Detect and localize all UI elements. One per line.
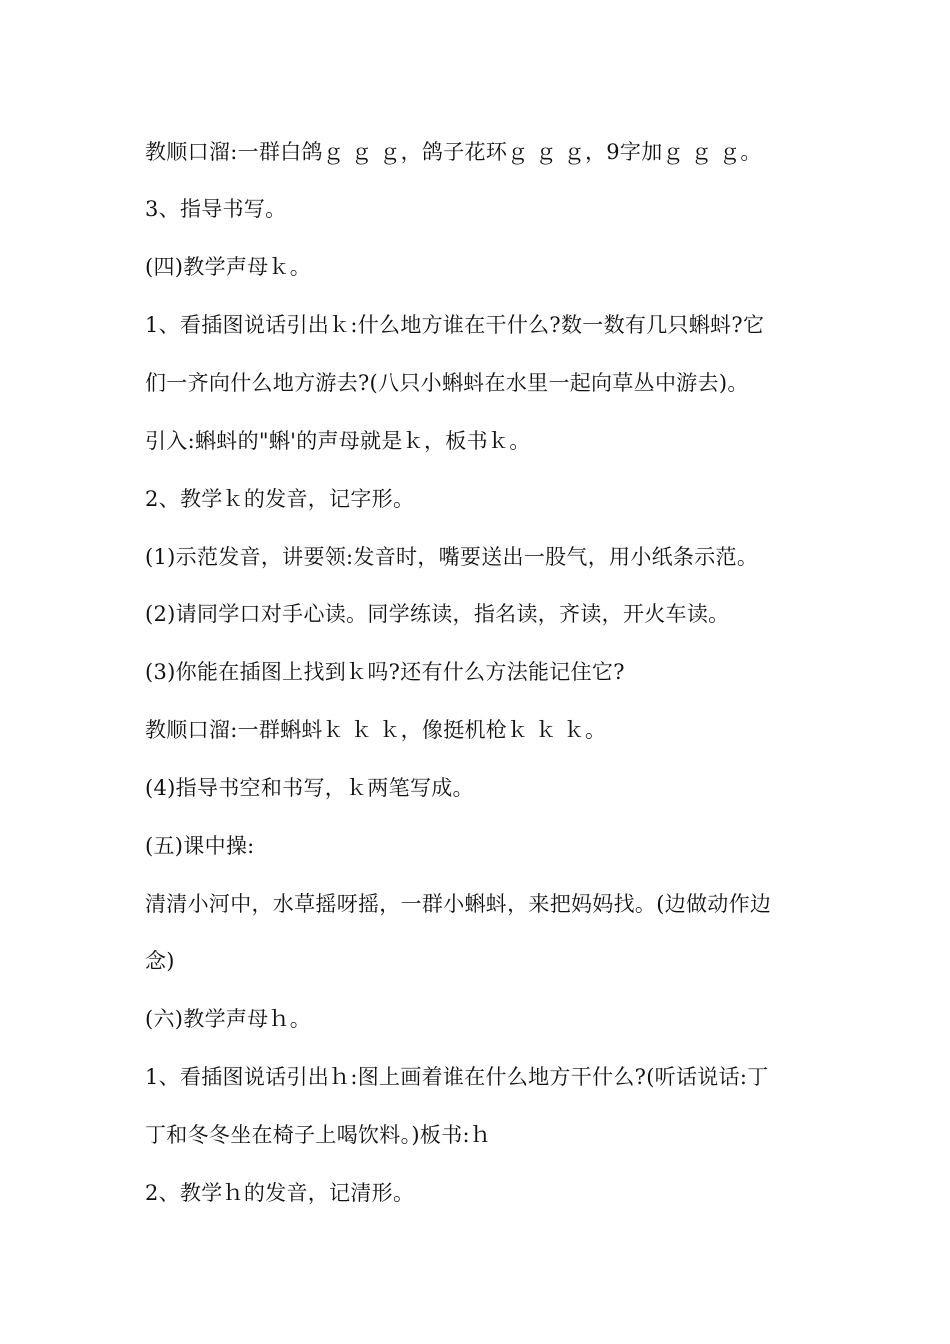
text-line: (4)指导书空和书写，ｋ两笔写成。	[145, 776, 474, 800]
text-line: (3)你能在插图上找到ｋ吗?还有什么方法能记住它?	[145, 660, 625, 684]
text-line: 丁和冬冬坐在椅子上喝饮料。)板书:ｈ	[145, 1123, 492, 1147]
section-heading: (六)教学声母ｈ。	[145, 1007, 312, 1031]
text-line: 教顺口溜:一群白鸽ｇ ｇ ｇ，鸽子花环ｇ ｇ ｇ，9字加ｇ ｇ ｇ。	[145, 140, 762, 164]
text-line: 2、教学ｋ的发音，记字形。	[145, 487, 415, 511]
text-line: 1、看插图说话引出ｋ:什么地方谁在干什么?数一数有几只蝌蚪?它	[145, 313, 765, 337]
section-heading: (五)课中操:	[145, 834, 255, 858]
text-line: 清清小河中，水草摇呀摇，一群小蝌蚪，来把妈妈找。(边做动作边	[145, 892, 772, 916]
text-line: 3、指导书写。	[145, 197, 287, 221]
text-line: 引入:蝌蚪的"蝌'的声母就是ｋ，板书ｋ。	[145, 429, 531, 453]
text-line: 们一齐向什么地方游去?(八只小蝌蚪在水里一起向草丛中游去)。	[145, 371, 749, 395]
text-line: (2)请同学口对手心读。同学练读，指名读，齐读，开火车读。	[145, 602, 730, 626]
text-line: 教顺口溜:一群蝌蚪ｋ ｋ ｋ，像挺机枪ｋ ｋ ｋ。	[145, 718, 607, 742]
section-heading: (四)教学声母ｋ。	[145, 255, 312, 279]
text-line: 1、看插图说话引出ｈ:图上画着谁在什么地方干什么?(听话说话:丁	[145, 1065, 769, 1089]
text-line: 念)	[145, 949, 175, 973]
text-line: 2、教学ｈ的发音，记清形。	[145, 1181, 415, 1205]
text-line: (1)示范发音，讲要领:发音时，嘴要送出一股气，用小纸条示范。	[145, 545, 759, 569]
